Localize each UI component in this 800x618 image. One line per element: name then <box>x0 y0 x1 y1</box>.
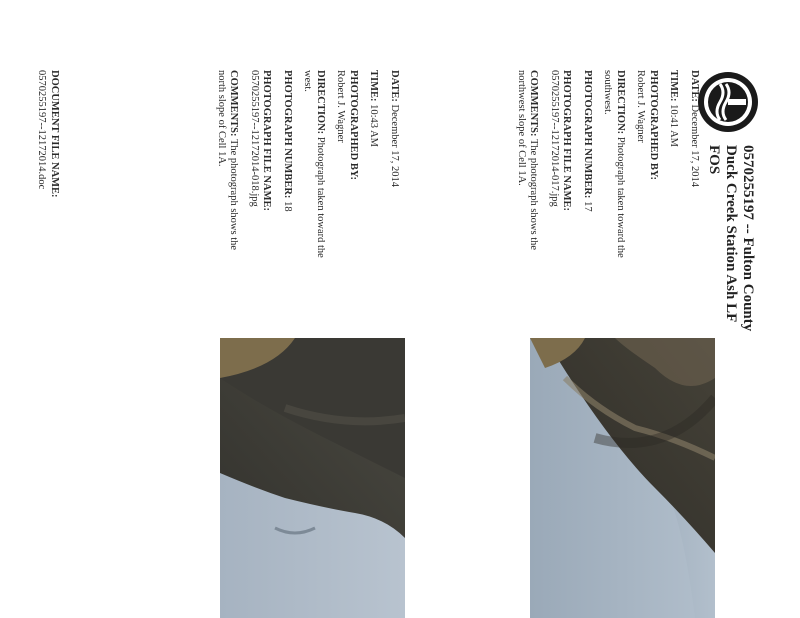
photo-record-18 <box>207 70 401 270</box>
photo-number-field: PHOTOGRAPH NUMBER: 18 <box>282 70 293 212</box>
title-line-2: Duck Creek Station Ash LF <box>723 145 739 323</box>
title-line-1: 0570255197 -- Fulton County <box>740 145 756 332</box>
photo-file-name-field: PHOTOGRAPH FILE NAME: 0570255197--12172014-017.jpg <box>549 70 573 211</box>
time-field: TIME: 10:41 AM <box>668 70 680 148</box>
date-field: DATE: December 17, 2014 <box>689 70 700 188</box>
site-photo-18 <box>220 338 405 618</box>
agency-seal-icon <box>696 70 760 134</box>
photo-number-field: PHOTOGRAPH NUMBER: 17 <box>582 70 593 212</box>
photographed-by-field: PHOTOGRAPHED BY: Robert J. Wagner <box>335 70 359 180</box>
photo-file-name-field: PHOTOGRAPH FILE NAME: 0570255197--12172014-018.jpg <box>249 70 273 211</box>
site-photo-17 <box>530 338 715 618</box>
direction-field: DIRECTION: Photograph taken toward the southwest. <box>602 70 626 258</box>
document-file-name: DOCUMENT FILE NAME: 0570255197--12172014.doc <box>36 70 60 198</box>
comments-field: COMMENTS: The photograph shows the north slope of Cell 1A. <box>216 70 240 251</box>
comments-field: COMMENTS: The photograph shows the northwest slope of Cell 1A. <box>516 70 540 251</box>
time-field: TIME: 10:43 AM <box>368 70 380 148</box>
title-line-3: FOS <box>706 145 722 175</box>
direction-field: DIRECTION: Photograph taken toward the west. <box>302 70 326 258</box>
date-field: DATE: December 17, 2014 <box>389 70 400 188</box>
page-title <box>705 145 756 331</box>
photographed-by-field: PHOTOGRAPHED BY: Robert J. Wagner <box>635 70 659 180</box>
photo-record-17 <box>507 70 701 270</box>
